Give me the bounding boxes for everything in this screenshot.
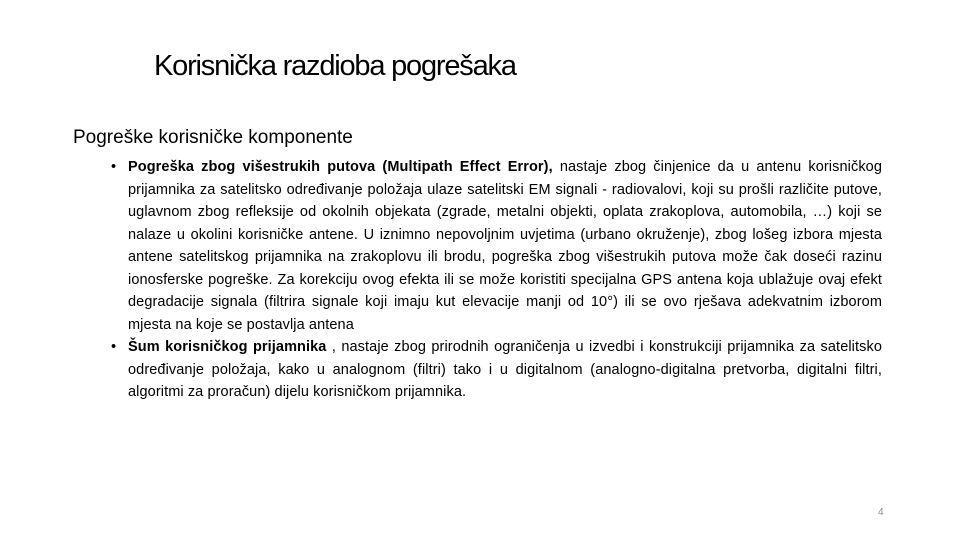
bullet-lead-text: Šum korisničkog prijamnika	[128, 339, 327, 355]
bullet-lead-text: Pogreška zbog višestrukih putova (Multipath Effect Error),	[128, 159, 553, 175]
bullet-body-text: , nastaje zbog prirodnih ograničenja u izvedbi i konstrukciji prijamnika za satelitsko određivanje položaja, kako u analognom (filtri) tako i u digitalnom (analogno-digitalna pretvorba, digitalni filtri, algoritmi za proračun) dijelu korisničkom prijamnika.	[128, 339, 882, 400]
bullet-marker: •	[111, 159, 117, 175]
bullet-item-multipath	[107, 156, 882, 336]
page-number: 4	[878, 507, 884, 518]
bullet-marker: •	[111, 339, 117, 355]
bullet-body-text: nastaje zbog činjenice da u antenu korisničkog prijamnika za satelitsko određivanje položaja ulaze satelitski EM signali - radiovalovi, koji su prošli različite putove, uglavnom zbog refleksije od okolnih objekata (zgrade, metalni objekti, oplata zrakoplova, automobila, …) koji se nalaze u okolini korisničke antene. U iznimno nepovoljnim uvjetima (urbano okruženje), zbog lošeg izbora mjesta antene satelitskog prijamnika na zrakoplovu ili brodu, pogreška zbog višestrukih putova može čak doseći razinu ionosferske pogreške. Za korekciju ovog efekta ili se može koristiti specijalna GPS antena koja ublažuje ovaj efekt degradacije signala (filtrira signale koji imaju kut elevacije manji od 10°) ili se ovo rješava adekvatnim izborom mjesta na koje se postavlja antena	[128, 159, 882, 333]
bullet-list	[107, 156, 882, 404]
section-heading: Pogreške korisničke komponente	[73, 127, 353, 148]
bullet-item-receiver-noise	[107, 336, 882, 404]
slide-title: Korisnička razdioba pogrešaka	[154, 50, 516, 82]
